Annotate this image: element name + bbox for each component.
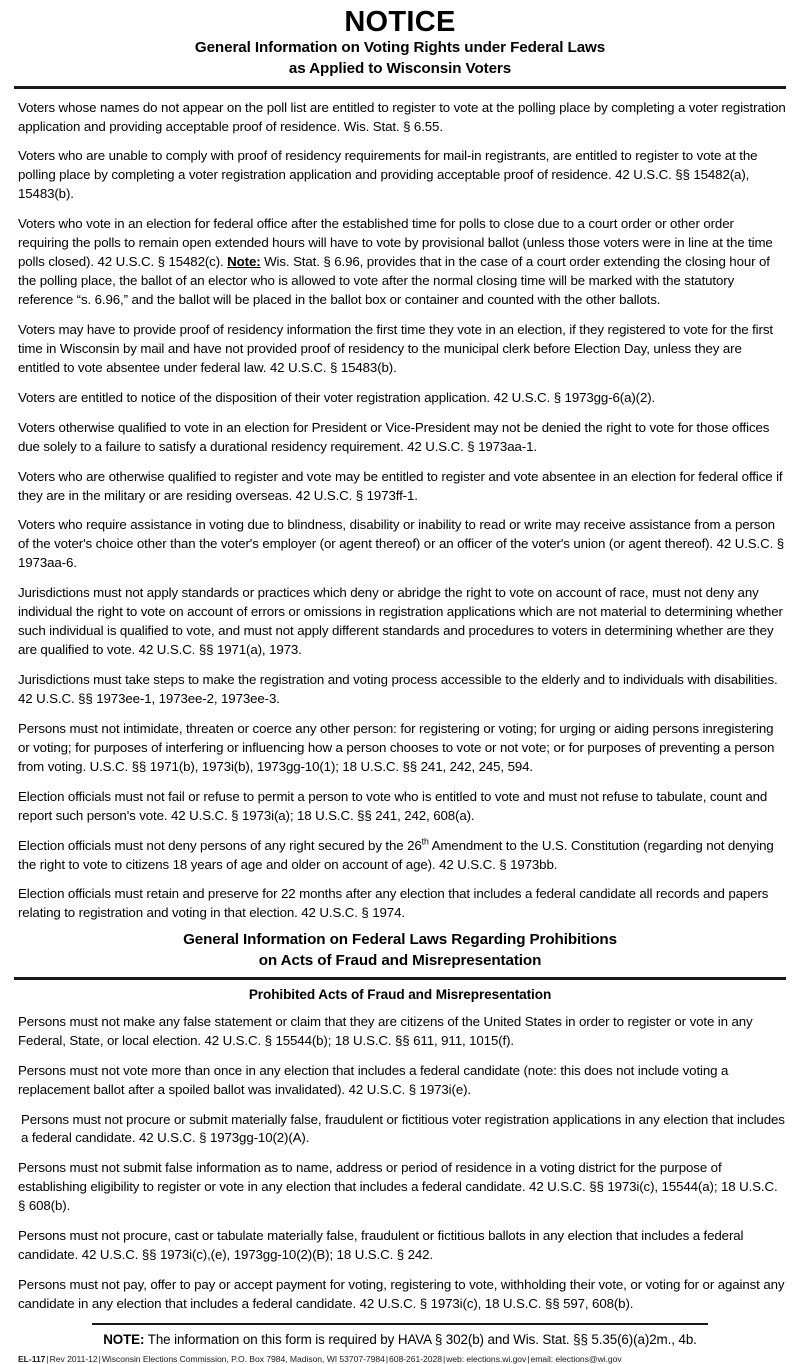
voting-rights-section [0, 89, 800, 924]
ordinal-superscript: th [421, 836, 429, 847]
document-subtitle-line-2: as Applied to Wisconsin Voters [288, 59, 512, 77]
paragraph-extended-poll-hours-part2: Wis. Stat. § 6.96, provides that in the case of a court order extending the closing hour of the polling place, the ballot of an elector who is allowed to vote after the normal closing time will be marked with the statutory reference “s. 6.96,” and the ballot will be placed in the ballot box or container and counted with the other ballots. [18, 254, 770, 308]
paragraph-intimidation: Persons must not intimidate, threaten or coerce any other person: for registering or voting; for urging or aiding persons inregistering or voting; for purposes of interfering or influencing how a person chooses to vote or not vote; or for purposes of preventing a person from voting. U.S.C. §§ 1971(b), 1973i(b), 1973gg-10(1); 18 U.S.C. §§ 241, 242, 245, 594. [18, 720, 775, 774]
paragraph-fraudulent-ballots: Persons must not procure, cast or tabulate materially false, fraudulent or fictitious ballots in any election that includes a federal candidate. 42 U.S.C. §§ 1973i(c),(e), 1973gg-10(2)(B); 18 U.S.C. § 242. [18, 1228, 744, 1263]
paragraph-double-voting: Persons must not vote more than once in any election that includes a federal candidate (note: this does not include voting a replacement ballot after a spoiled ballot was invalidated). 42 U.S.C. § 1973i(e). [18, 1062, 729, 1097]
footer-website[interactable]: web: elections.wi.gov [446, 1353, 527, 1364]
fraud-section-heading-line-2: on Acts of Fraud and Misrepresentation [258, 951, 542, 969]
fraud-section-heading-line-1: General Information on Federal Laws Regarding Prohibitions [183, 931, 617, 949]
paragraph-extended-poll-hours [18, 204, 786, 310]
paragraph-false-residence-information: Persons must not submit false information as to name, address or period of residence in a voting district for the purpose of establishing eligibility to register or vote in any election that includes a federal candidate. 42 U.S.C. §§ 1973i(c), 15544(a); 18 U.S.C. § 608(b). [18, 1160, 778, 1214]
document-header [0, 0, 800, 79]
footer-separator-4: | [442, 1353, 446, 1364]
paragraph-voting-assistance: Voters who require assistance in voting due to blindness, disability or inability to read or write may receive assistance from a person of the voter's choice other than the voter's employer (or agent thereof) or an officer of the voter's union (or agent thereof). 42 U.S.C. § 1973aa-6. [18, 517, 785, 571]
prohibited-acts-subheading: Prohibited Acts of Fraud and Misrepresentation [248, 986, 552, 1002]
page-title: NOTICE [344, 6, 456, 38]
paragraph-26th-amendment-part2: Amendment to the U.S. Constitution (regarding not denying the right to vote to citizens 18 years of age and older on account of age). 42 U.S.C. § 1973bb. [18, 837, 774, 872]
paragraph-jurisdiction-standards: Jurisdictions must not apply standards or practices which deny or abridge the right to vote on account of race, must not deny any individual the right to vote on account of errors or omissions in registration applications which are not material to determining whether such individual is qualified to vote, and must not apply different standards and procedures to voters in determining whether are they are qualified to vote. 42 U.S.C. §§ 1971(a), 1973. [18, 585, 783, 658]
paragraph-26th-amendment [18, 826, 786, 875]
paragraph-extended-poll-hours-part1: Voters who vote in an election for federal office after the established time for polls to close due to a court order or other order requiring the polls to remain open extended hours will have to vote by provisional ballot (unless those voters were in line at the time polls closed). 42 U.S.C. § 15482(c). [18, 216, 773, 270]
form-requirement-note [0, 1325, 800, 1347]
note-text: The information on this form is required by HAVA § 302(b) and Wis. Stat. §§ 5.35(6)(a)2m., 4b. [144, 1331, 697, 1347]
paragraph-26th-amendment-part1: Election officials must not deny persons of any right secured by the 26 [18, 837, 422, 853]
paragraph-fraudulent-registration-applications: Persons must not procure or submit materially false, fraudulent or fictitious voter registration applications in any election that includes a federal candidate. 42 U.S.C. § 1973gg-10(2)(A). [21, 1111, 785, 1146]
footer-separator-2: | [98, 1353, 101, 1364]
footer-email[interactable]: email: elections@wi.gov [530, 1353, 622, 1364]
paragraph-accessibility: Jurisdictions must take steps to make the registration and voting process accessible to the elderly and to individuals with disabilities. 42 U.S.C. §§ 1973ee-1, 1973ee-2, 1973ee-3. [18, 672, 778, 706]
paragraph-vote-buying: Persons must not pay, offer to pay or accept payment for voting, registering to vote, withholding their vote, or voting for or against any candidate in any election that includes a federal candidate. 42 U.S.C. § 1973i(c), 18 U.S.C. §§ 597, 608(b). [18, 1277, 785, 1312]
footer-agency-address: Wisconsin Elections Commission, P.O. Box 7984, Madison, WI 53707-7984 [101, 1353, 385, 1364]
paragraph-records-retention: Election officials must retain and preserve for 22 months after any election that includes a federal candidate all records and papers relating to registration and voting in that election. 42 U.S.C. § 1974. [18, 886, 769, 921]
form-id: EL-117 [18, 1353, 46, 1364]
footer-metadata [0, 1347, 800, 1364]
footer-separator-3: | [385, 1353, 389, 1364]
paragraph-proof-of-residency: Voters may have to provide proof of residency information the first time they vote in an election, if they registered to vote for the first time in Wisconsin by mail and have not provided proof of residency to the municipal clerk before Election Day, unless they are entitled to vote absentee under federal law. 42 U.S.C. § 15483(b). [18, 321, 773, 375]
footer-phone: 608-261-2028 [389, 1353, 442, 1364]
document-subtitle-line-1: General Information on Voting Rights under Federal Laws [194, 39, 606, 57]
paragraph-election-officials-permit-vote: Election officials must not fail or refuse to permit a person to vote who is entitled to vote and must not refuse to tabulate, count and report such person's vote. 42 U.S.C. § 1973i(a); 18 U.S.C. §§ 241, 242, 608(a). [18, 788, 768, 823]
note-label: NOTE: [103, 1331, 145, 1347]
prohibited-acts-section [0, 1002, 800, 1314]
paragraph-false-citizenship-claim: Persons must not make any false statement or claim that they are citizens of the United States in order to register or vote in any Federal, State, or local election. 42 U.S.C. § 15544(b); 18 U.S.C. §§ 611, 911, 1015(f). [18, 1013, 753, 1048]
footer-separator-5: | [527, 1353, 530, 1364]
paragraph-poll-list: Voters whose names do not appear on the poll list are entitled to register to vote at the polling place by completing a voter registration application and providing acceptable proof of residence. Wis. Stat. § 6.55. [18, 99, 786, 134]
paragraph-registration-disposition-notice: Voters are entitled to notice of the disposition of their voter registration application. 42 U.S.C. § 1973gg-6(a)(2). [18, 389, 656, 405]
note-emphasis-label: Note: [227, 254, 261, 270]
footer-revision: Rev 2011-12 [49, 1353, 98, 1364]
paragraph-mail-in-registrants: Voters who are unable to comply with proof of residency requirements for mail-in registrants, are entitled to register to vote at the polling place by completing a voter registration application and providing acceptable proof of residence. 42 U.S.C. §§ 15482(a), 15483(b). [18, 148, 758, 202]
footer-separator-1: | [46, 1353, 49, 1364]
paragraph-military-overseas-absentee: Voters who are otherwise qualified to register and vote may be entitled to register and vote absentee in an election for federal office if they are in the military or are residing overseas. 42 U.S.C. § 1973ff-1. [18, 468, 783, 503]
paragraph-presidential-durational-residency: Voters otherwise qualified to vote in an election for President or Vice-President may not be denied the right to vote for those offices due solely to a failure to satisfy a durational residency requirement. 42 U.S.C. § 1973aa-1. [18, 419, 770, 454]
